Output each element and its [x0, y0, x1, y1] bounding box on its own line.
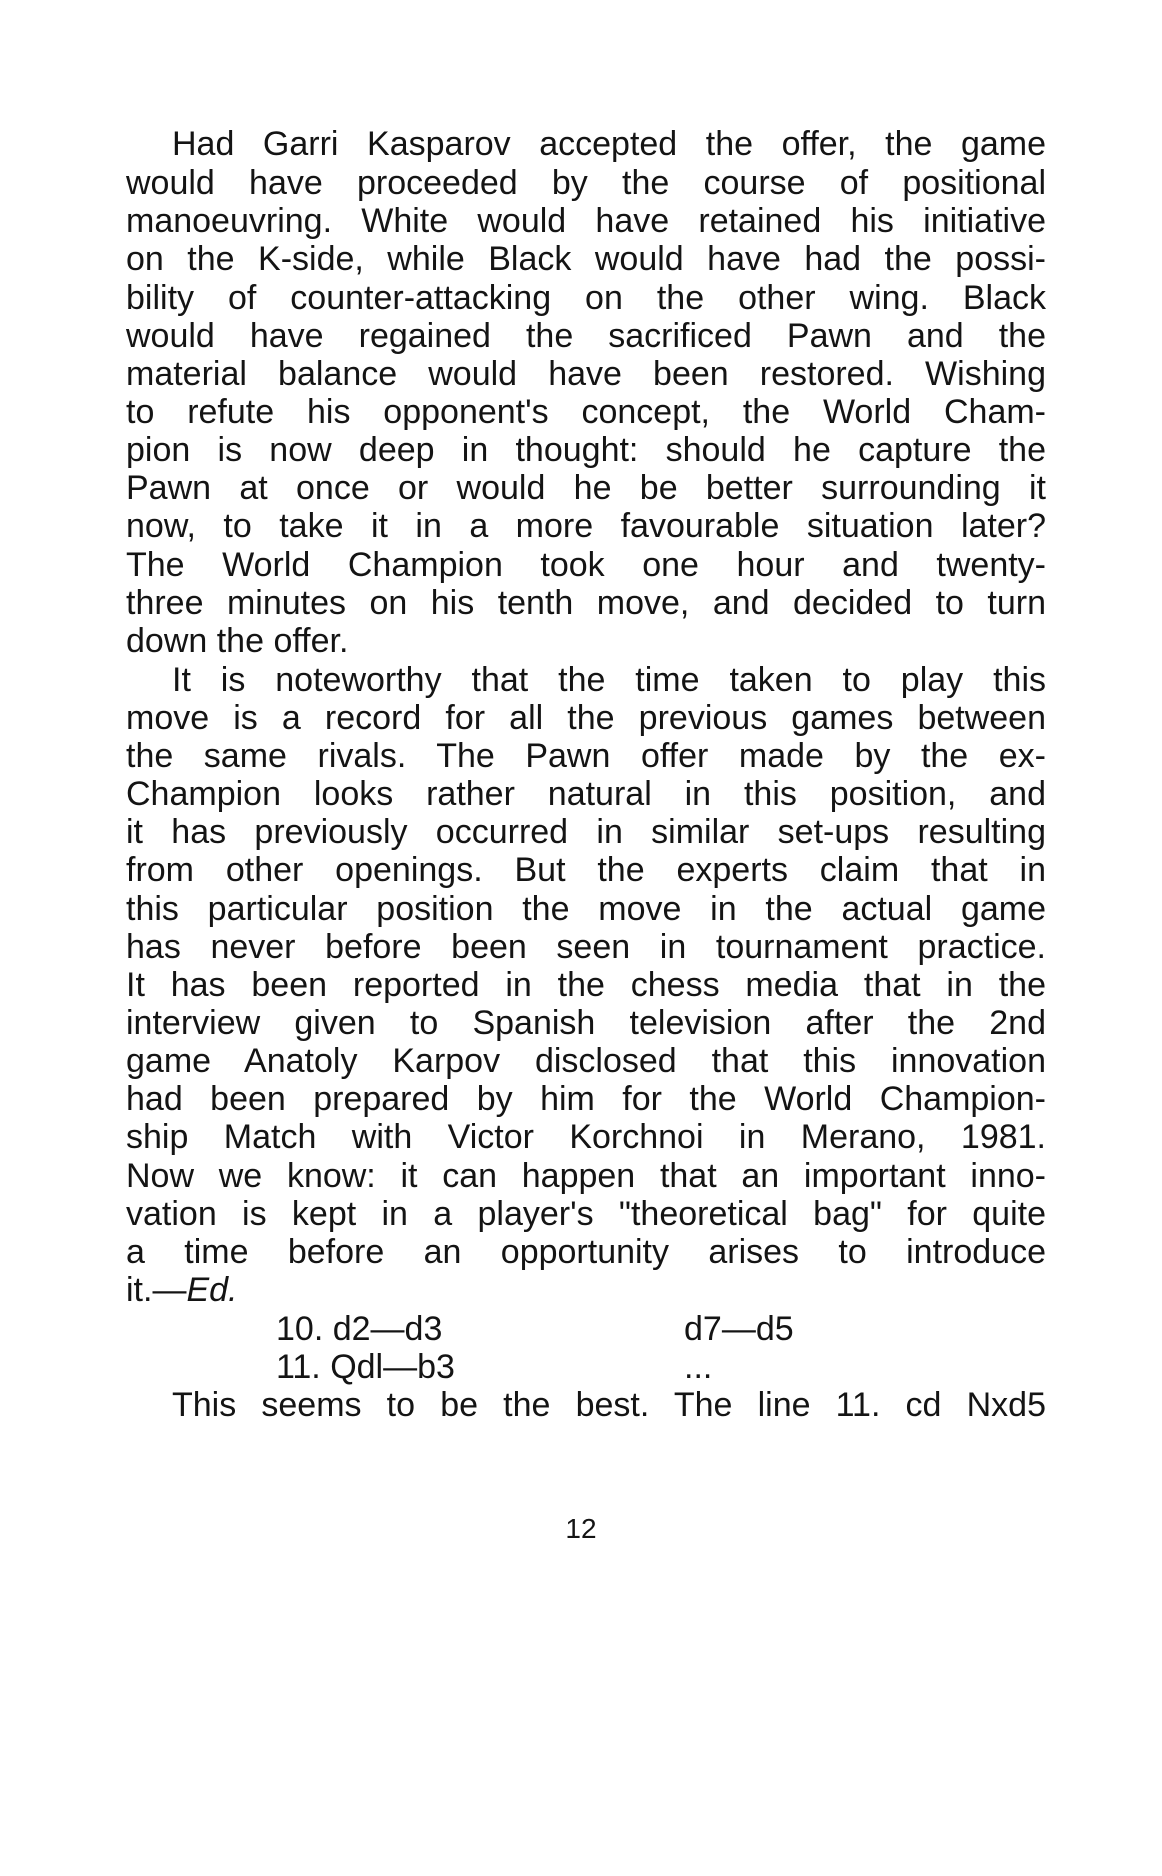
move-10-white: 10. d2—d3: [276, 1310, 443, 1348]
paragraph-1-line-3: manoeuvring. White would have retained his initiative: [126, 202, 1046, 240]
paragraph-2-line-14: Now we know: it can happen that an important inno-: [126, 1157, 1046, 1195]
paragraph-2-line-6: from other openings. But the experts claim that in: [126, 851, 1046, 889]
paragraph-2-line-8: has never before been seen in tournament practice.: [126, 928, 1046, 966]
paragraph-2-line-4: Champion looks rather natural in this position, and: [126, 775, 1046, 813]
paragraph-2-line-16: a time before an opportunity arises to introduce: [126, 1233, 1046, 1271]
paragraph-1-line-12: The World Champion took one hour and twenty-: [126, 546, 1046, 584]
paragraph-2-line-5: it has previously occurred in similar set-ups resulting: [126, 813, 1046, 851]
page-number: 12: [565, 1513, 597, 1544]
paragraph-2-line-11: game Anatoly Karpov disclosed that this innovation: [126, 1042, 1046, 1080]
paragraph-2-line-2: move is a record for all the previous games between: [126, 699, 1046, 737]
paragraph-1-line-4: on the K-side, while Black would have had the possi-: [126, 240, 1046, 278]
paragraph-2-line-17: [126, 1267, 1046, 1313]
paragraph-1-line-13: three minutes on his tenth move, and decided to turn: [126, 584, 1046, 622]
paragraph-1-line-10: Pawn at once or would he be better surrounding it: [126, 469, 1046, 507]
paragraph-1-line-7: material balance would have been restored. Wishing: [126, 355, 1046, 393]
paragraph-2-line-7: this particular position the move in the actual game: [126, 890, 1046, 928]
paragraph-1-line-9: pion is now deep in thought: should he capture the: [126, 431, 1046, 469]
move-11-black: ...: [684, 1348, 713, 1386]
paragraph-2-line-9: It has been reported in the chess media that in the: [126, 966, 1046, 1004]
move-10-black: d7—d5: [684, 1310, 794, 1348]
paragraph-1-line-5: bility of counter-attacking on the other wing. Black: [126, 279, 1046, 317]
paragraph-2-line-1: It is noteworthy that the time taken to play this: [172, 661, 1046, 699]
paragraph-1-line-1: Had Garri Kasparov accepted the offer, the game: [172, 125, 1046, 163]
paragraph-1-line-2: would have proceeded by the course of positional: [126, 164, 1046, 202]
paragraph-2-line-13: ship Match with Victor Korchnoi in Merano, 1981.: [126, 1118, 1046, 1156]
paragraph-2-line-10: interview given to Spanish television after the 2nd: [126, 1004, 1046, 1042]
paragraph-2-line-12: had been prepared by him for the World Champion-: [126, 1080, 1046, 1118]
paragraph-1-line-14: down the offer.: [126, 622, 349, 660]
paragraph-3-line-1: This seems to be the best. The line 11. cd Nxd5: [172, 1386, 1046, 1424]
editor-note: Ed.: [186, 1271, 238, 1309]
move-11-white: 11. Qdl—b3: [276, 1348, 455, 1386]
paragraph-2-line-15: vation is kept in a player's "theoretical bag" for quite: [126, 1195, 1046, 1233]
paragraph-2-line-3: the same rivals. The Pawn offer made by the ex-: [126, 737, 1046, 775]
paragraph-1-line-11: now, to take it in a more favourable situation later?: [126, 507, 1046, 545]
paragraph-1-line-6: would have regained the sacrificed Pawn and the: [126, 317, 1046, 355]
paragraph-2-end-text: it.—: [126, 1271, 187, 1309]
paragraph-1-line-8: to refute his opponent's concept, the World Cham-: [126, 393, 1046, 431]
